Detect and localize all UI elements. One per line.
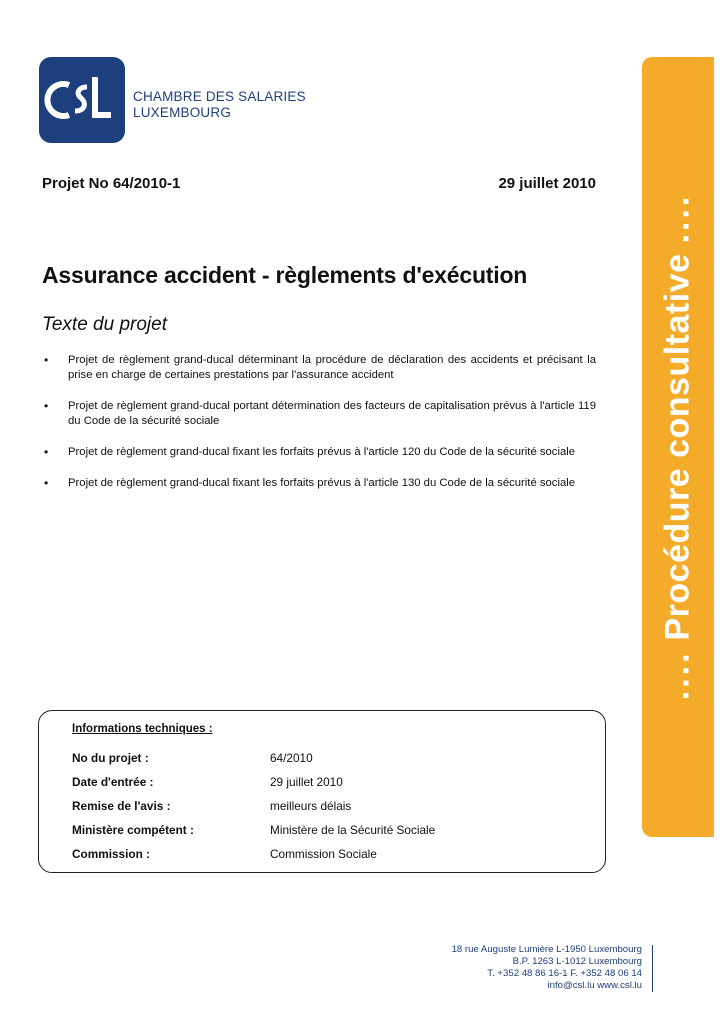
sidebar-label (659, 194, 698, 701)
bullet-icon: • (44, 445, 49, 459)
project-list (42, 353, 596, 507)
info-key: No du projet : (72, 751, 149, 765)
sidebar-dots-right: .... (658, 193, 697, 244)
list-item-text: Projet de règlement grand-ducal portant détermination des facteurs de capitalisation prévus à l'article 119 du Code de la sécurité sociale (68, 400, 596, 427)
page-subtitle: Texte du projet (42, 314, 167, 335)
sidebar-dots-left: .... (658, 650, 697, 701)
info-key: Remise de l'avis : (72, 799, 171, 813)
info-value: meilleurs délais (270, 799, 352, 813)
footer-contact: info@csl.lu www.csl.lu (547, 980, 642, 991)
info-heading: Informations techniques : (72, 723, 213, 735)
project-number: Projet No 64/2010-1 (42, 175, 181, 192)
bullet-icon: • (44, 353, 49, 367)
footer-address (300, 944, 642, 992)
info-key: Ministère compétent : (72, 823, 194, 837)
project-meta (42, 175, 596, 192)
info-value: 64/2010 (270, 751, 313, 765)
info-value: Commission Sociale (270, 847, 377, 861)
page-title: Assurance accident - règlements d'exécution (42, 262, 528, 288)
org-name-line2: LUXEMBOURG (133, 105, 232, 120)
csl-logo-icon (39, 57, 125, 143)
info-key: Date d'entrée : (72, 775, 154, 789)
bullet-icon: • (44, 476, 49, 490)
organization-name (133, 89, 306, 121)
list-item (42, 399, 596, 429)
footer-street: 18 rue Auguste Lumière L-1950 Luxembourg (451, 944, 642, 955)
procedure-sidebar (642, 57, 714, 837)
list-item-text: Projet de règlement grand-ducal fixant les forfaits prévus à l'article 120 du Code de la sécurité sociale (68, 446, 576, 458)
info-value: Ministère de la Sécurité Sociale (270, 823, 436, 837)
footer-phone: T. +352 48 86 16-1 F. +352 48 06 14 (487, 968, 642, 979)
csl-logo-mark (39, 57, 125, 143)
technical-info-box (38, 710, 606, 873)
list-item-text: Projet de règlement grand-ducal fixant les forfaits prévus à l'article 130 du Code de la sécurité sociale (68, 477, 576, 489)
list-item (42, 476, 596, 491)
list-item (42, 353, 596, 383)
org-name-line1: CHAMBRE DES SALARIES (133, 89, 306, 104)
project-date: 29 juillet 2010 (498, 175, 596, 192)
footer-po-box: B.P. 1263 L-1012 Luxembourg (512, 956, 642, 967)
bullet-icon: • (44, 399, 49, 413)
list-item-text: Projet de règlement grand-ducal déterminant la procédure de déclaration des accidents et précisant la prise en charge de certaines prestations par l'assurance accident (68, 354, 596, 381)
info-value: 29 juillet 2010 (270, 775, 343, 789)
footer-divider (652, 945, 653, 992)
info-key: Commission : (72, 847, 150, 861)
sidebar-label-text: Procédure consultative (658, 253, 697, 641)
list-item (42, 445, 596, 460)
